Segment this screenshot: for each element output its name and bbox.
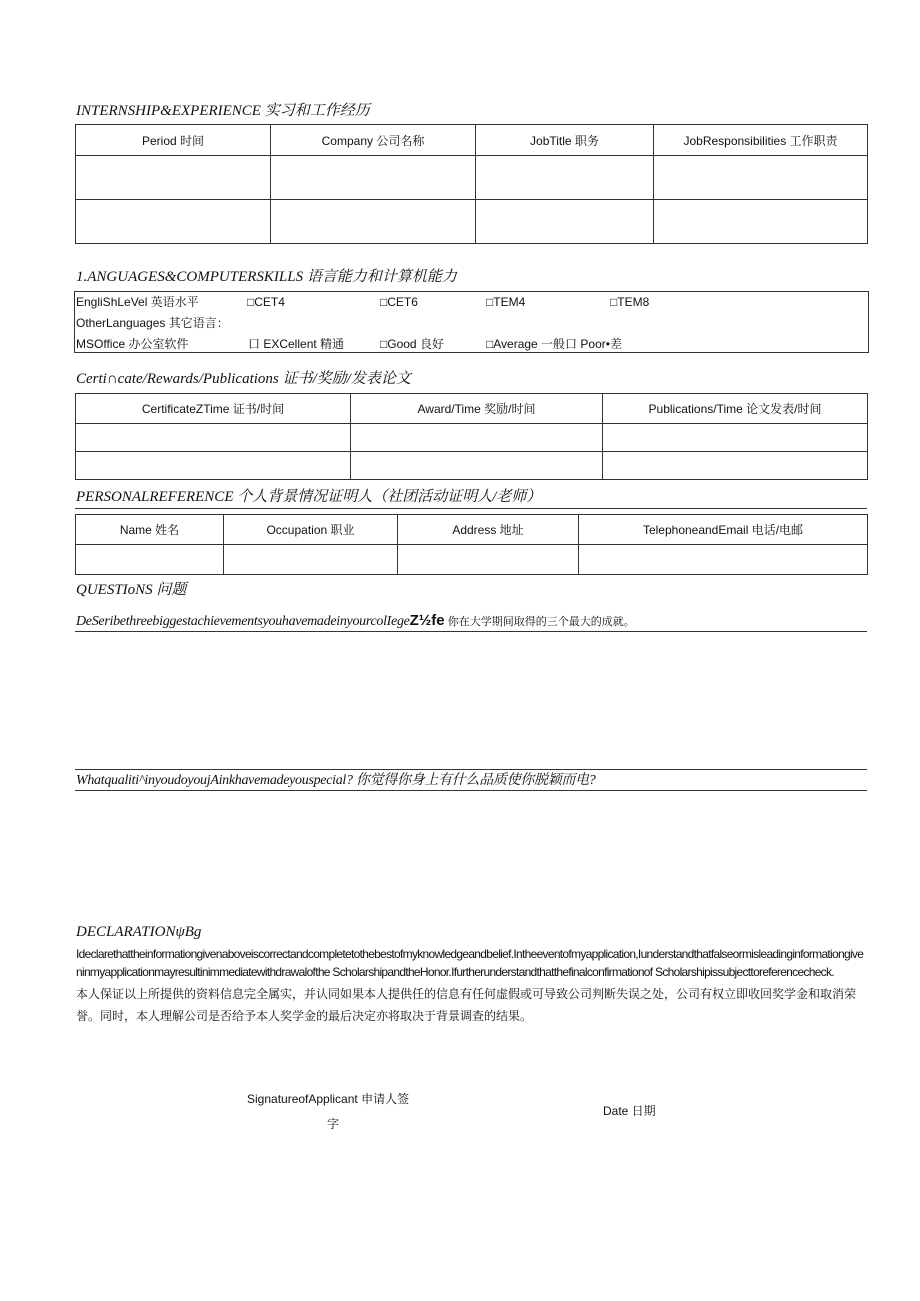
questions-section-title: QUESTIoNS 问题 bbox=[76, 582, 187, 598]
cet6-checkbox[interactable]: □CET6 bbox=[380, 295, 418, 309]
internship-header-period: Period 时间 bbox=[76, 125, 271, 156]
table-row bbox=[76, 200, 868, 244]
internship-table bbox=[75, 124, 868, 244]
certificates-header-publications: Publications/Time 论文发表/时间 bbox=[603, 394, 868, 424]
english-level-label: EngliShLeVel 英语水平 bbox=[76, 295, 199, 309]
reference-header-name: Name 姓名 bbox=[76, 515, 224, 545]
question-2-text: Whatqualiti^inyoudoyoujAinkhavemadeyouspecial? 你觉得你身上有什么品质使你脱颖而电? bbox=[76, 773, 596, 788]
internship-cell-company[interactable] bbox=[271, 156, 476, 200]
certificates-cell-award[interactable] bbox=[351, 452, 603, 480]
table-row bbox=[76, 452, 868, 480]
tem4-checkbox[interactable]: □TEM4 bbox=[486, 295, 526, 309]
question-2-top-divider bbox=[75, 769, 867, 770]
reference-header-contact: TelephoneandEmail 电话/电邮 bbox=[579, 515, 868, 545]
msoffice-label: MSOffice 办公室软件 bbox=[76, 337, 189, 351]
declaration-section-title: DECLARATIONψBg bbox=[76, 924, 202, 940]
reference-cell-name[interactable] bbox=[76, 545, 224, 575]
certificates-cell-award[interactable] bbox=[351, 424, 603, 452]
question-1-text bbox=[76, 612, 635, 631]
good-checkbox[interactable]: □Good 良好 bbox=[380, 337, 444, 351]
declaration-english: Ideclarethattheinformationgivenaboveiscorrectandcompletetothebestofmyknowledgeandbelief.Intheeventofmyapplication,Iunderstandthatfalseormisleadinginformationgiveninmyapplicationmayresultinimmediatewithdrawalofthe ScholarshipandtheHonor.Ifurtherunderstandthatthefinalconfirmationof Scholarshipissubjecttoreferencecheck. bbox=[76, 947, 864, 979]
internship-cell-jobtitle[interactable] bbox=[476, 156, 654, 200]
reference-header-address: Address 地址 bbox=[398, 515, 579, 545]
internship-cell-responsibilities[interactable] bbox=[654, 156, 868, 200]
languages-box bbox=[74, 291, 869, 353]
certificates-cell-publications[interactable] bbox=[603, 424, 868, 452]
signature-applicant-label-cont: 字 bbox=[327, 1117, 340, 1131]
internship-header-jobtitle: JobTitle 职务 bbox=[476, 125, 654, 156]
cet4-checkbox[interactable]: □CET4 bbox=[247, 295, 285, 309]
reference-section-title: PERSONALREFERENCE 个人背景情况证明人（社团活动证明人/老师） bbox=[76, 489, 542, 505]
table-row bbox=[76, 156, 868, 200]
average-poor-checkbox[interactable]: □Average 一般口 Poor•差 bbox=[486, 337, 622, 351]
internship-cell-period[interactable] bbox=[76, 156, 271, 200]
tem8-checkbox[interactable]: □TEM8 bbox=[610, 295, 650, 309]
languages-section-title: 1.ANGUAGES&COMPUTERSKILLS 语言能力和计算机能力 bbox=[76, 269, 457, 285]
question-2-answer-area[interactable] bbox=[75, 793, 867, 918]
reference-cell-address[interactable] bbox=[398, 545, 579, 575]
question-1-chinese: 你在大学期间取得的三个最大的成就。 bbox=[447, 615, 635, 628]
question-1-divider bbox=[75, 631, 867, 632]
internship-section-title: INTERNSHIP&EXPERIENCE 实习和工作经历 bbox=[76, 103, 370, 119]
reference-cell-occupation[interactable] bbox=[224, 545, 398, 575]
reference-table bbox=[75, 514, 868, 575]
certificates-header-certificate: CertificateZTime 证书/时间 bbox=[76, 394, 351, 424]
internship-cell-period[interactable] bbox=[76, 200, 271, 244]
reference-title-divider bbox=[75, 508, 867, 509]
internship-header-company: Company 公司名称 bbox=[271, 125, 476, 156]
declaration-body bbox=[76, 945, 868, 1027]
declaration-chinese: 本人保证以上所提供的资料信息完全属实，并认同如果本人提供任的信息有任何虚假或可导致公司判断失误之处，公司有权立即收回奖学金和取消荣誉。同时，本人理解公司是否给予本人奖学金的最后决定亦将取决于背景调查的结果。 bbox=[76, 987, 857, 1023]
certificates-cell-certificate[interactable] bbox=[76, 424, 351, 452]
table-row bbox=[76, 424, 868, 452]
certificates-section-title: Certi∩cate/Rewards/Publications 证书/奖励/发表论文 bbox=[76, 371, 411, 387]
internship-cell-responsibilities[interactable] bbox=[654, 200, 868, 244]
date-label: Date 日期 bbox=[603, 1104, 656, 1118]
certificates-cell-certificate[interactable] bbox=[76, 452, 351, 480]
other-languages-label: OtherLanguages 其它语言： bbox=[76, 316, 229, 330]
internship-header-responsibilities: JobResponsibilities 工作职责 bbox=[654, 125, 868, 156]
certificates-cell-publications[interactable] bbox=[603, 452, 868, 480]
question-1-answer-area[interactable] bbox=[75, 634, 867, 764]
question-2-divider bbox=[75, 790, 867, 791]
reference-cell-contact[interactable] bbox=[579, 545, 868, 575]
table-row bbox=[76, 545, 868, 575]
question-1-english: DeSeribethreebiggestachievementsyouhavemadeinyourcolIege bbox=[76, 614, 410, 629]
question-1-bold: Z½fe bbox=[409, 612, 445, 629]
certificates-table bbox=[75, 393, 868, 480]
signature-applicant-label: SignatureofApplicant 申请人签 bbox=[247, 1092, 410, 1106]
excellent-checkbox[interactable]: 口 EXCellent 精通 bbox=[248, 337, 345, 351]
internship-cell-company[interactable] bbox=[271, 200, 476, 244]
certificates-header-award: Award/Time 奖励/时间 bbox=[351, 394, 603, 424]
internship-cell-jobtitle[interactable] bbox=[476, 200, 654, 244]
reference-header-occupation: Occupation 职业 bbox=[224, 515, 398, 545]
